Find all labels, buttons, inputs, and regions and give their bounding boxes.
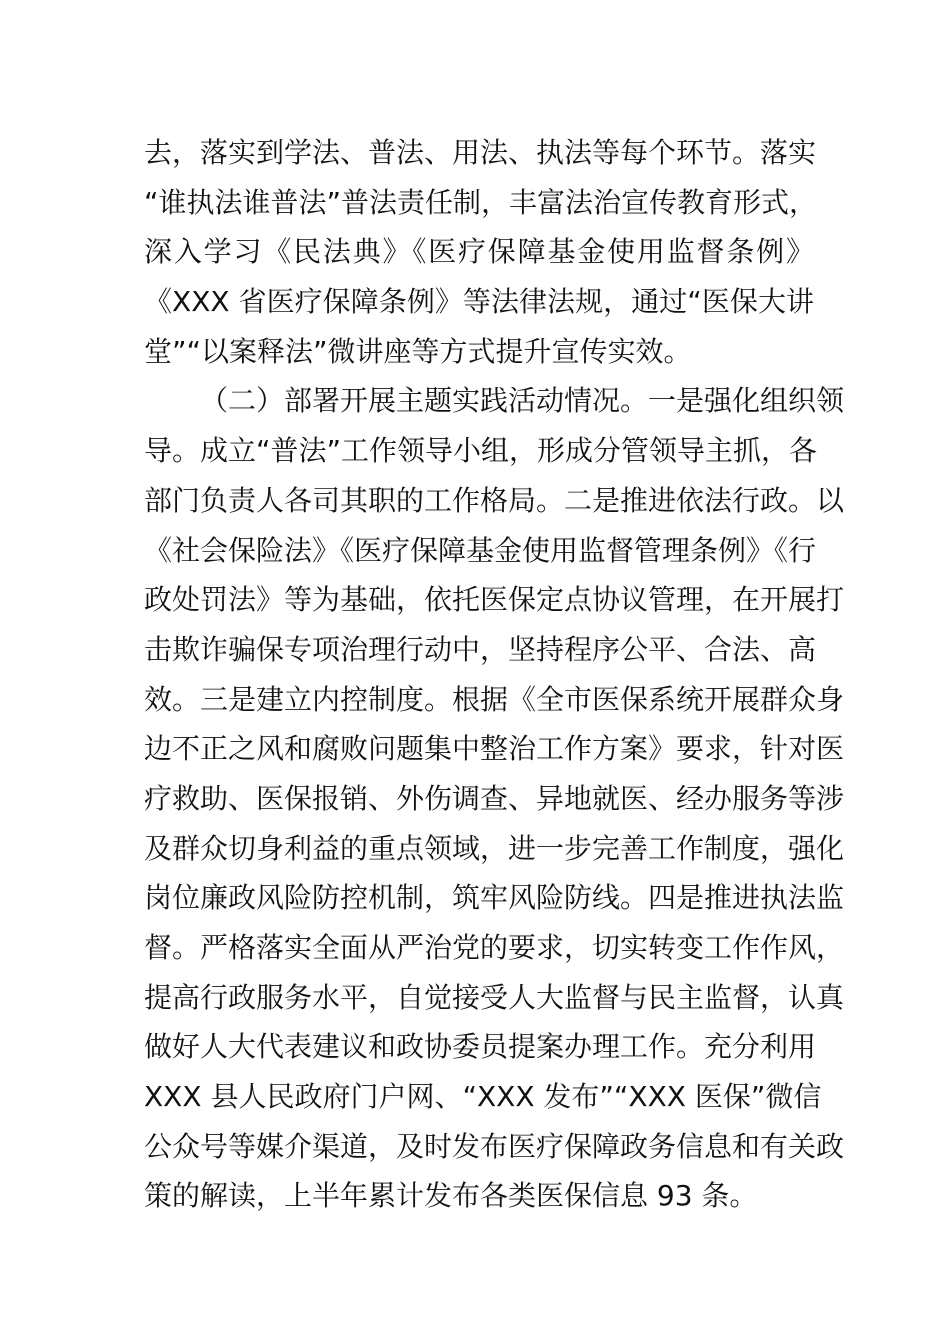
text-line: 策的解读，上半年累计发布各类医保信息 93 条。 bbox=[144, 1179, 758, 1213]
text-line: 《XXX 省医疗保障条例》等法律法规，通过“医保大讲 bbox=[144, 285, 814, 319]
text-line: 公众号等媒介渠道，及时发布医疗保障政务信息和有关政 bbox=[144, 1129, 845, 1163]
text-line: 击欺诈骗保专项治理行动中，坚持程序公平、合法、高 bbox=[144, 632, 817, 666]
text-line: 效。三是建立内控制度。根据《全市医保系统开展群众身 bbox=[144, 682, 845, 716]
text-line: “谁执法谁普法”普法责任制，丰富法治宣传教育形式， bbox=[144, 185, 818, 219]
text-line: 部门负责人各司其职的工作格局。二是推进依法行政。以 bbox=[144, 483, 845, 517]
text-line: 督。严格落实全面从严治党的要求，切实转变工作作风， bbox=[144, 931, 845, 964]
paragraph-2 bbox=[144, 376, 845, 1221]
text-line: 边不正之风和腐败问题集中整治工作方案》要求，针对医 bbox=[144, 732, 845, 766]
paragraph-1 bbox=[144, 128, 818, 376]
text-line: 深入学习《民法典》《医疗保障基金使用监督条例》 bbox=[144, 235, 814, 269]
text-line: XXX 县人民政府门户网、“XXX 发布”“XXX 医保”微信 bbox=[144, 1080, 822, 1114]
text-line: 导。成立“普法”工作领导小组，形成分管领导主抓，各 bbox=[144, 434, 818, 468]
document-body bbox=[144, 128, 845, 1221]
text-line: 提高行政服务水平，自觉接受人大监督与民主监督，认真 bbox=[144, 980, 845, 1014]
text-line: 疗救助、医保报销、外伤调查、异地就医、经办服务等涉 bbox=[144, 781, 845, 815]
text-line: 做好人大代表建议和政协委员提案办理工作。充分利用 bbox=[144, 1030, 817, 1064]
text-line: 去，落实到学法、普法、用法、执法等每个环节。落实 bbox=[144, 136, 817, 169]
text-line: 政处罚法》等为基础，依托医保定点协议管理，在开展打 bbox=[144, 583, 845, 617]
text-line: 及群众切身利益的重点领域，进一步完善工作制度，强化 bbox=[144, 831, 845, 865]
text-line: 《社会保险法》《医疗保障基金使用监督管理条例》《行 bbox=[144, 533, 817, 567]
text-line: 堂”“以案释法”微讲座等方式提升宣传实效。 bbox=[144, 334, 692, 368]
text-line: 岗位廉政风险防控机制，筑牢风险防线。四是推进执法监 bbox=[144, 881, 845, 915]
text-line: （二）部署开展主题实践活动情况。一是强化组织领 bbox=[200, 384, 845, 418]
